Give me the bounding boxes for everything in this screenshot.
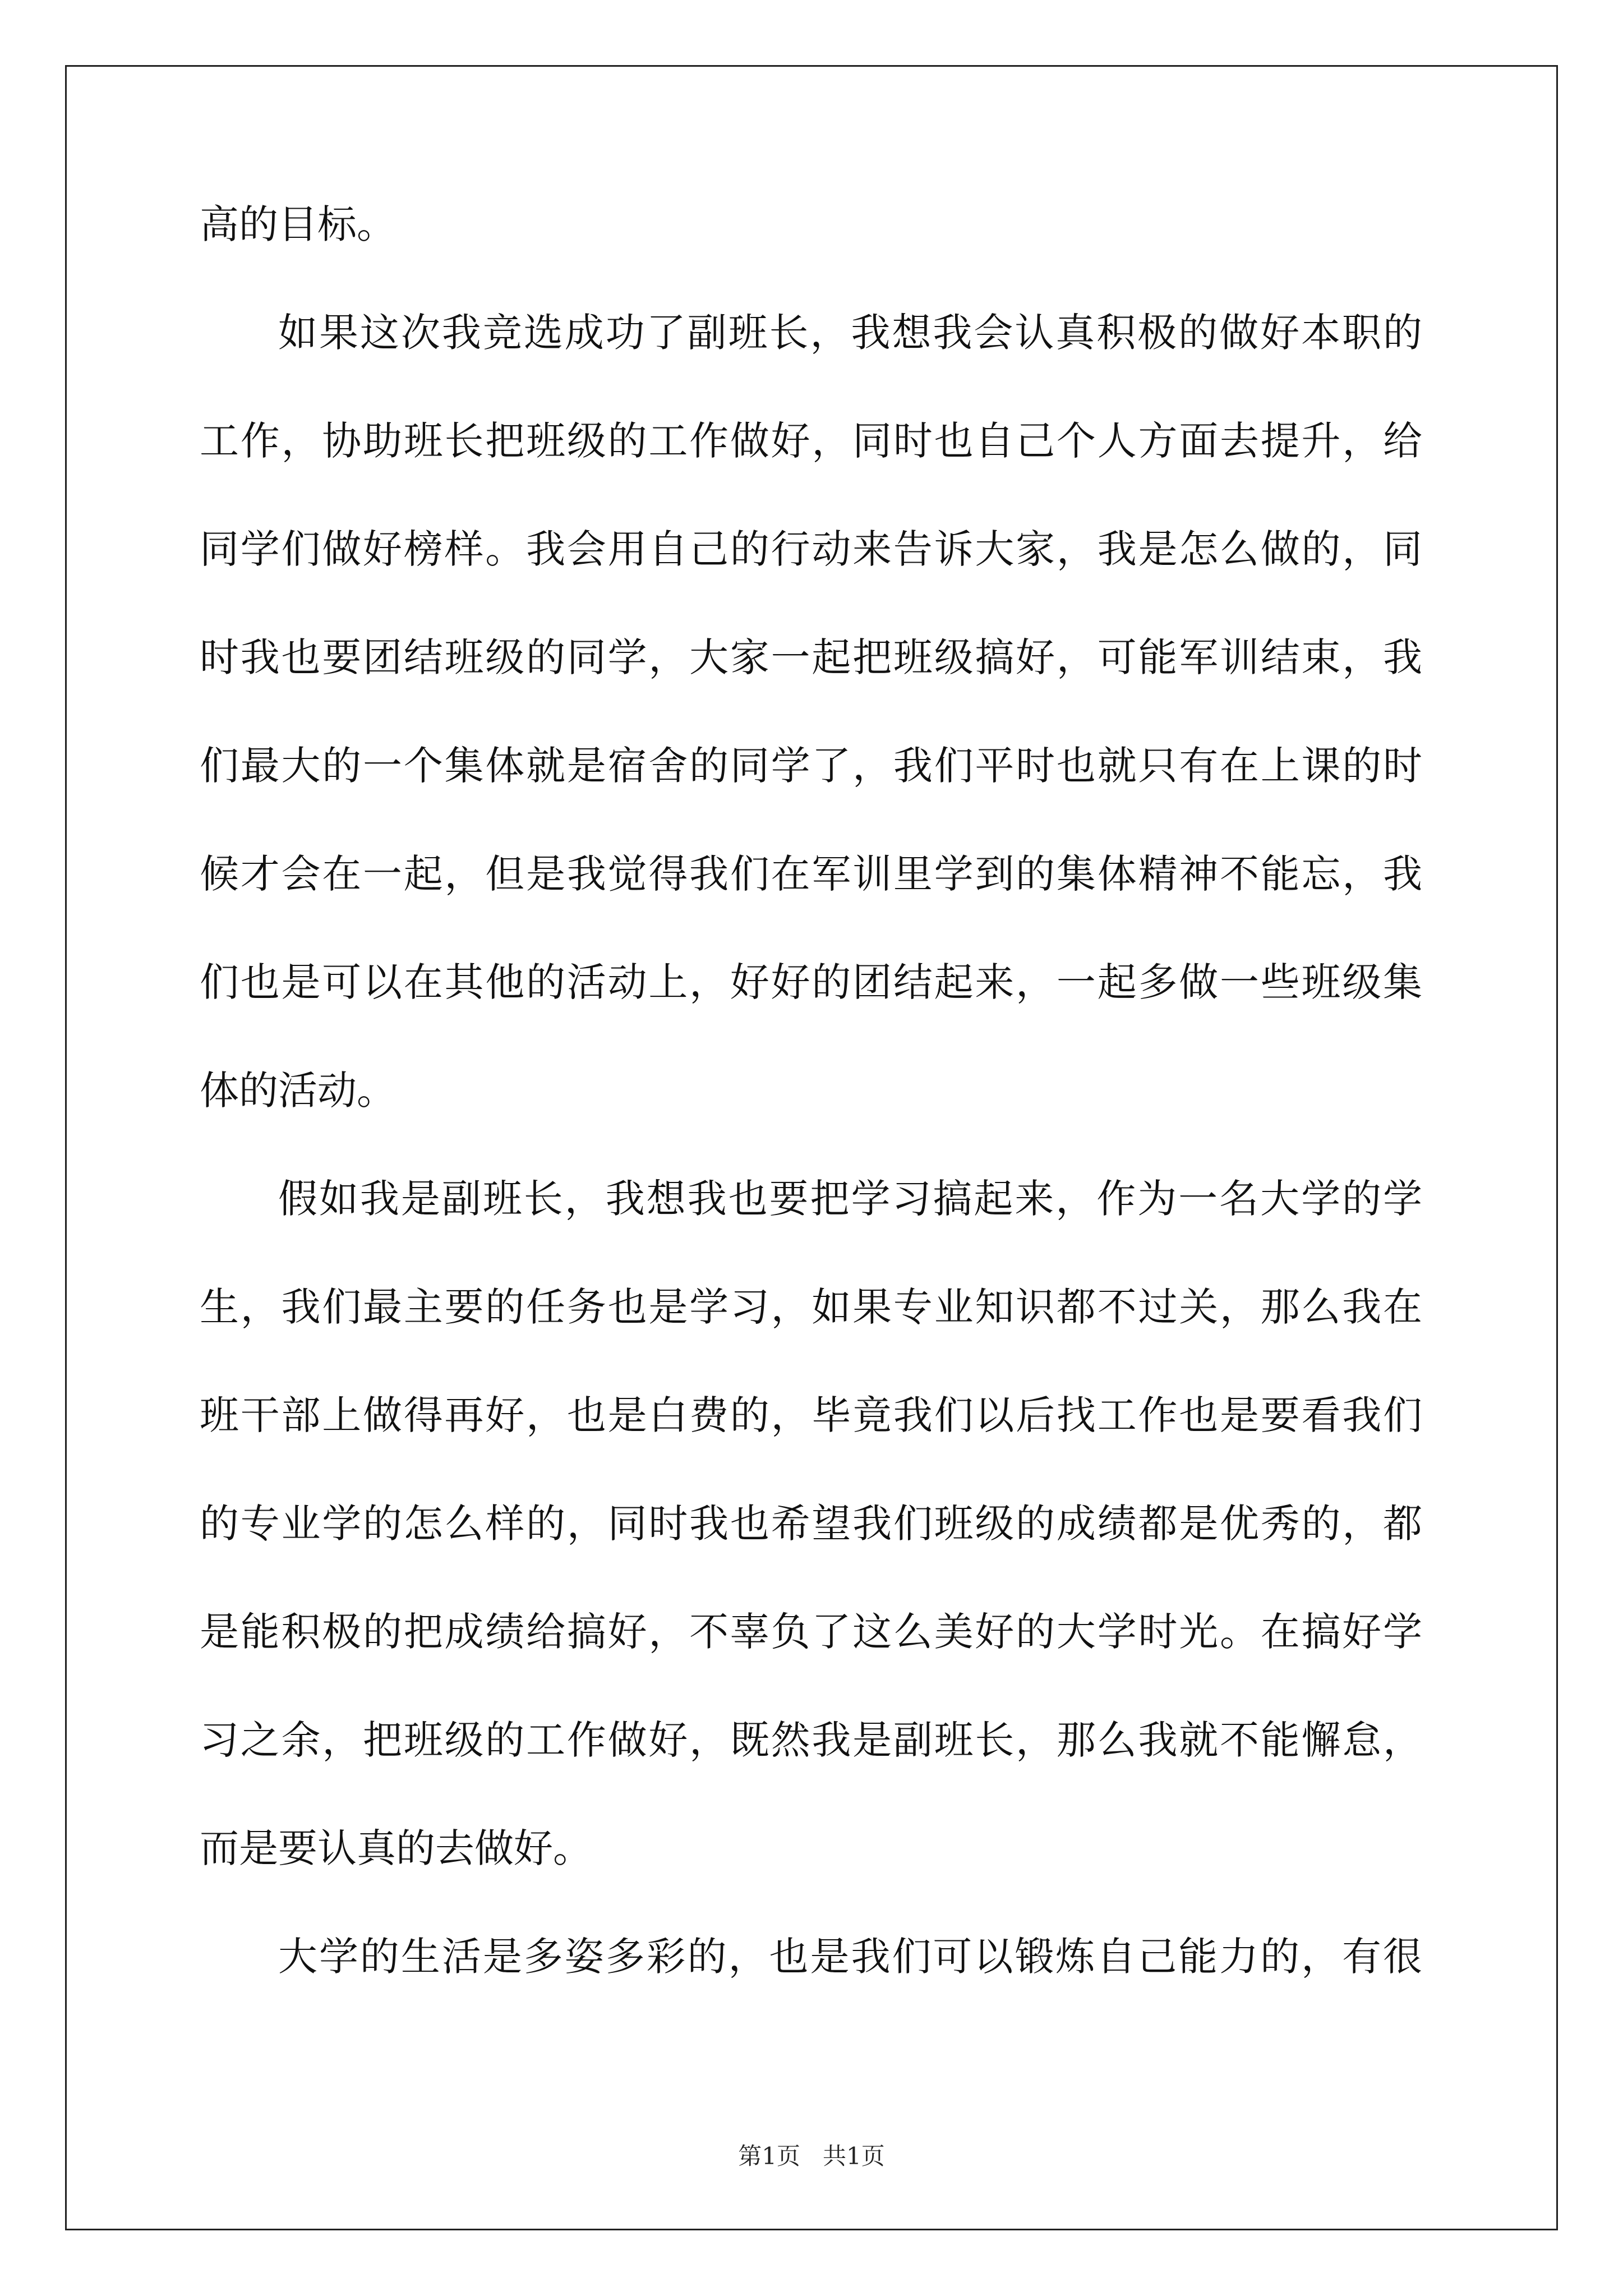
text-line: 体的活动。 — [200, 1068, 396, 1114]
text-line: 而是要认真的去做好。 — [200, 1825, 592, 1871]
document-body — [200, 201, 1422, 2045]
text-line: 如果这次我竞选成功了副班长，我想我会认真积极的做好本职的 — [278, 310, 1422, 356]
text-line: 们也是可以在其他的活动上，好好的团结起来，一起多做一些班级集 — [200, 959, 1422, 1005]
text-line: 候才会在一起，但是我觉得我们在军训里学到的集体精神不能忘，我 — [200, 851, 1422, 897]
text-line: 假如我是副班长，我想我也要把学习搞起来，作为一名大学的学 — [278, 1176, 1422, 1222]
text-line: 大学的生活是多姿多彩的，也是我们可以锻炼自己能力的，有很 — [278, 1934, 1422, 1980]
page-number-footer: 第1页 共1页 — [738, 2142, 885, 2170]
text-line: 生，我们最主要的任务也是学习，如果专业知识都不过关，那么我在 — [200, 1284, 1422, 1330]
text-line: 的专业学的怎么样的，同时我也希望我们班级的成绩都是优秀的，都 — [200, 1501, 1422, 1547]
text-line: 习之余，把班级的工作做好，既然我是副班长，那么我就不能懈怠， — [200, 1717, 1422, 1763]
text-line: 工作，协助班长把班级的工作做好，同时也自己个人方面去提升，给 — [200, 418, 1422, 464]
text-line: 同学们做好榜样。我会用自己的行动来告诉大家，我是怎么做的，同 — [200, 526, 1422, 572]
text-line: 是能积极的把成绩给搞好，不辜负了这么美好的大学时光。在搞好学 — [200, 1609, 1422, 1655]
text-line: 们最大的一个集体就是宿舍的同学了，我们平时也就只有在上课的时 — [200, 743, 1422, 789]
text-line: 时我也要团结班级的同学，大家一起把班级搞好，可能军训结束，我 — [200, 634, 1422, 680]
text-line: 班干部上做得再好，也是白费的，毕竟我们以后找工作也是要看我们 — [200, 1392, 1422, 1438]
text-line: 高的目标。 — [200, 201, 396, 247]
